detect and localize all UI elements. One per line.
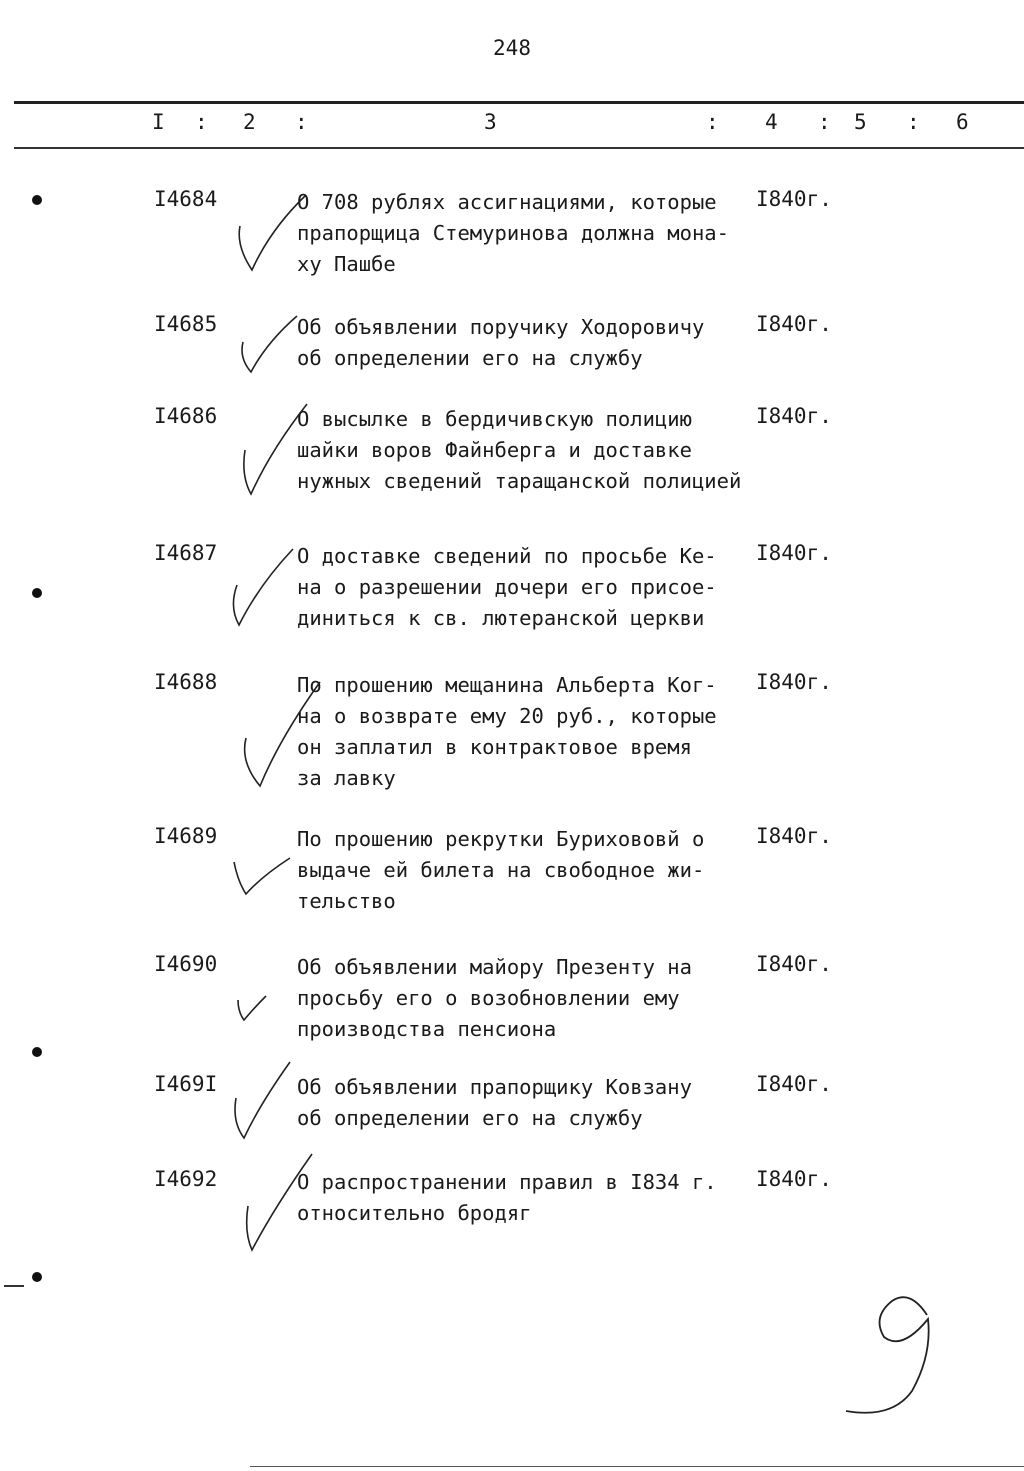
column-header-1: I [152,110,165,134]
page-number: 248 [493,36,531,60]
column-separator: : [818,110,831,134]
column-separator: : [195,110,208,134]
entry-date: I840г. [756,187,832,211]
check-mark-icon [225,545,300,630]
column-header [0,110,1024,140]
header-rule-bottom [14,147,1024,149]
entry-text: Об объявлении майору Презенту на просьбу его о возобновлении ему производства пенсиона [297,955,692,1041]
entry-number: I469I [154,1072,218,1096]
footer-rule [250,1466,1024,1467]
entry-text: О 708 рублях ассигнациями, которые прапорщица Стемуринова должна мона- ху Пашбе [297,190,729,276]
entry-text: Об объявлении прапорщику Ковзану об определении его на службу [297,1075,692,1130]
entry-number: I4688 [154,670,218,694]
column-header-3: 3 [484,110,497,134]
entry-date: I840г. [756,404,832,428]
entry-number: I4689 [154,824,218,848]
margin-dash [4,1285,24,1287]
entry-date: I840г. [756,541,832,565]
entry-date: I840г. [756,312,832,336]
margin-bullet [32,1272,42,1282]
handwritten-nine [832,1285,952,1429]
check-mark-icon [228,852,298,902]
entry-number: I4690 [154,952,218,976]
check-mark-icon [235,312,305,377]
margin-bullet [32,588,42,598]
entry-date: I840г. [756,1167,832,1191]
margin-bullet [32,1047,42,1057]
check-mark-icon [228,1058,298,1143]
entry-text: По прошению рекрутки Бурихововй о выдаче ей билета на свободное жи- тельство [297,827,705,913]
entry-number: I4692 [154,1167,218,1191]
column-header-4: 4 [765,110,778,134]
entry-date: I840г. [756,1072,832,1096]
check-mark-icon [236,678,326,793]
check-mark-icon [240,1150,320,1255]
entry-text: О доставке сведений по просьбе Ке- на о разрешении дочери его присое- диниться к св. лютеранской церкви [297,544,717,630]
check-mark-icon [230,190,310,280]
entry-number: I4685 [154,312,218,336]
entry-date: I840г. [756,670,832,694]
column-separator: : [295,110,308,134]
column-header-6: 6 [956,110,969,134]
entry-date: I840г. [756,952,832,976]
column-separator: : [907,110,920,134]
entry-text: По прошению мещанина Альберта Ког- на о возврате ему 20 руб., которые он заплатил в контрактовое время за лавку [297,673,717,790]
margin-bullet [32,195,42,205]
column-header-5: 5 [854,110,867,134]
header-rule-top [14,101,1024,104]
check-mark-icon [237,400,312,500]
entry-number: I4686 [154,404,218,428]
entry-date: I840г. [756,824,832,848]
entry-number: I4687 [154,541,218,565]
column-separator: : [706,110,719,134]
entry-number: I4684 [154,187,218,211]
entry-text: Об объявлении поручику Ходоровичу об определении его на службу [297,315,705,370]
check-mark-icon [232,990,272,1025]
column-header-2: 2 [243,110,256,134]
entry-text: О высылке в бердичивскую полицию шайки воров Файнберга и доставке нужных сведений таращанской полицией [297,407,742,493]
entry-text: О распространении правил в I834 г. относительно бродяг [297,1170,717,1225]
